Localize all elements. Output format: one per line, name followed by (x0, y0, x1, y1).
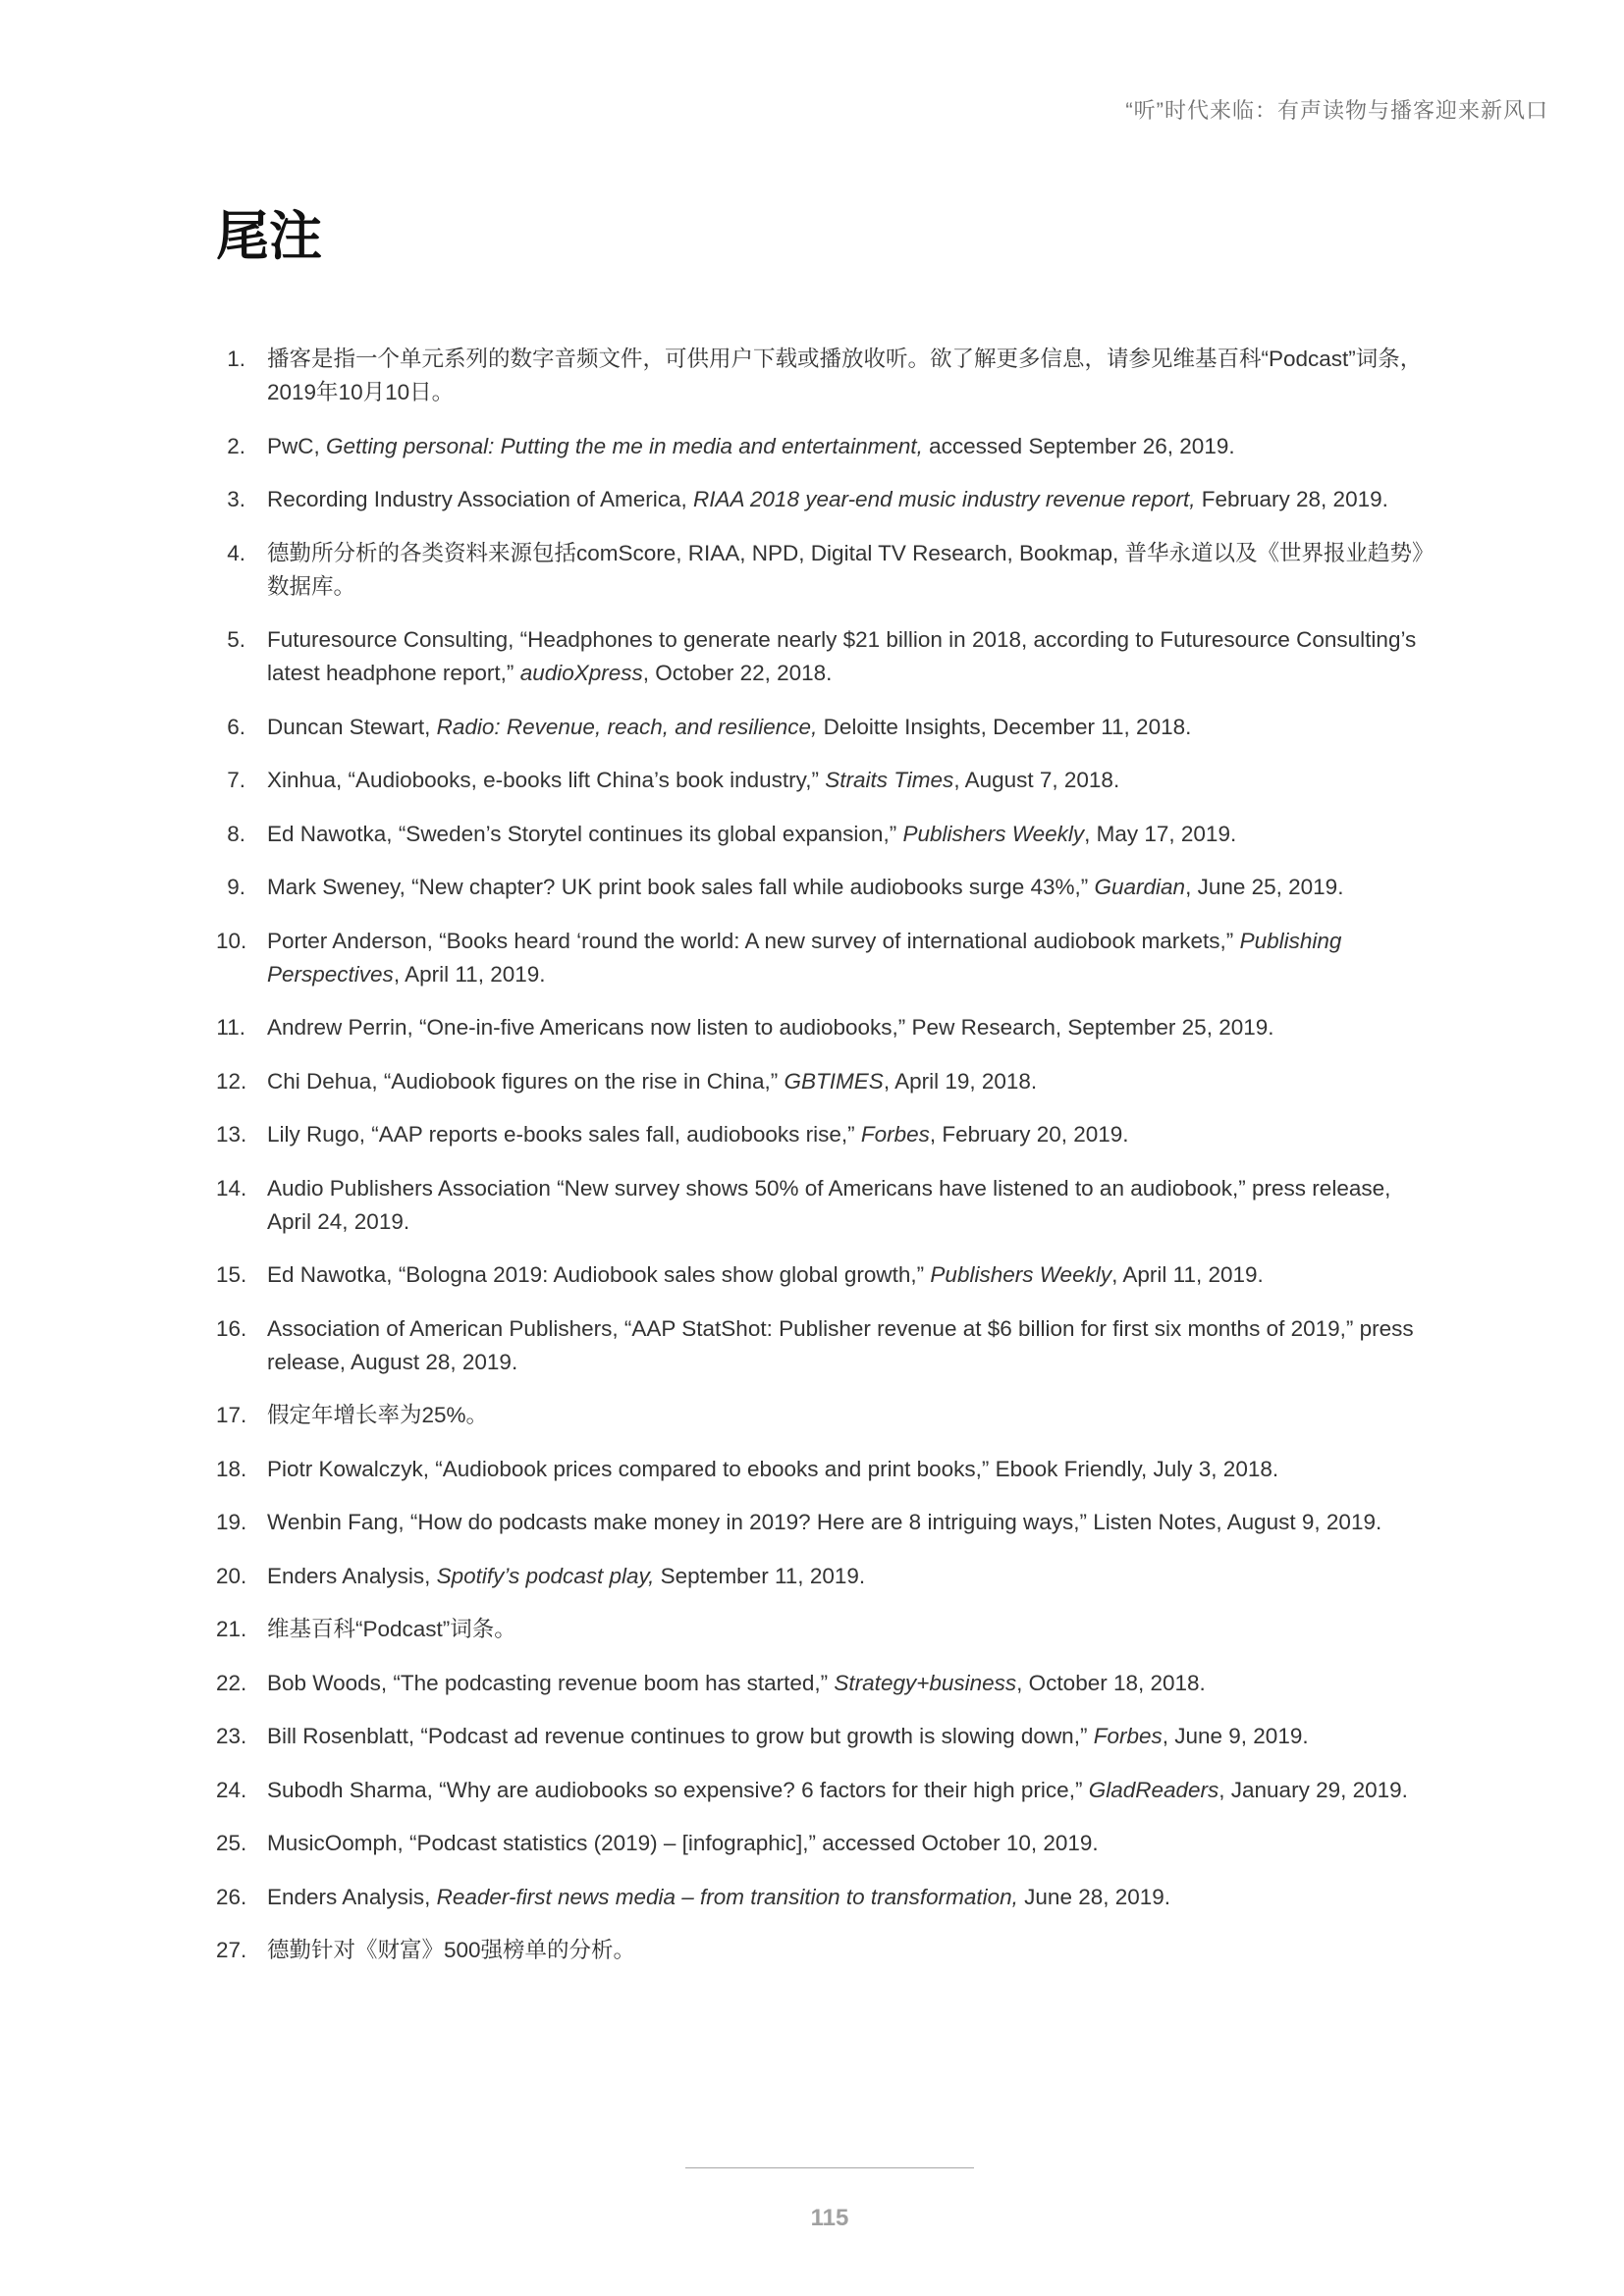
endnote-item (216, 925, 1434, 991)
endnote-text (267, 1457, 1278, 1481)
endnote-text-segment: , August 7, 2018. (953, 768, 1120, 792)
endnote-text-segment: , April 11, 2019. (1111, 1262, 1264, 1287)
endnote-text (267, 1262, 1264, 1287)
endnote-text-segment: , April 11, 2019. (393, 961, 546, 987)
endnote-text (267, 875, 1343, 899)
endnote-source-title: Guardian (1094, 875, 1186, 899)
endnote-item (216, 1453, 1434, 1486)
endnote-number: 1. (227, 347, 245, 371)
endnote-item (216, 1613, 1434, 1646)
endnote-item (216, 1774, 1434, 1807)
endnote-text-segment: Futuresource Consulting, “Headphones to generate nearly $21 billion in 2018, according to Futuresource Consulting’s latest headphone report,” (267, 627, 1417, 685)
endnote-number: 17. (216, 1403, 247, 1427)
endnote-text (267, 1885, 1170, 1909)
endnote-source-title: Reader-first news media – from transition to transformation, (436, 1884, 1018, 1909)
endnote-text-segment: 德勤所分析的各类资料来源包括comScore, RIAA, NPD, Digital TV Research, Bookmap, 普华永道以及《世界报业趋势》数据库。 (267, 540, 1424, 599)
endnote-item (216, 871, 1434, 904)
endnote-text-segment: Andrew Perrin, “One-in-five Americans now listen to audiobooks,” Pew Research, September 25, 2019. (267, 1015, 1274, 1040)
endnote-source-title: Publishing Perspectives (267, 928, 1342, 987)
endnote-text-segment: Ed Nawotka, “Bologna 2019: Audiobook sales show global growth,” (267, 1262, 931, 1287)
endnote-number: 27. (216, 1938, 247, 1962)
endnote-number: 19. (216, 1510, 247, 1534)
endnote-item (216, 1258, 1434, 1292)
endnote-source-title: Getting personal: Putting the me in media and entertainment, (326, 433, 923, 458)
endnote-number: 5. (227, 627, 245, 652)
endnote-source-title: GBTIMES (784, 1068, 884, 1094)
endnote-number: 13. (216, 1122, 247, 1147)
endnote-text (267, 1403, 488, 1427)
page-title: 尾注 (216, 207, 322, 266)
endnote-number: 22. (216, 1670, 247, 1695)
endnote-number: 10. (216, 928, 247, 953)
endnote-text-segment: Audio Publishers Association “New survey shows 50% of Americans have listened to an audiobook,” press release, April 24, 2019. (267, 1175, 1391, 1234)
endnote-text (267, 1316, 1414, 1374)
endnote-source-title: Spotify’s podcast play, (436, 1563, 655, 1588)
endnote-text-segment: Enders Analysis, (267, 1884, 437, 1909)
endnote-text (267, 1176, 1390, 1234)
endnote-text-segment: Wenbin Fang, “How do podcasts make money in 2019? Here are 8 intriguing ways,” Listen Notes, August 9, 2019. (267, 1510, 1382, 1534)
endnote-text-segment: , January 29, 2019. (1218, 1777, 1408, 1802)
endnote-text (267, 929, 1341, 987)
endnote-text (267, 434, 1235, 458)
endnote-text (267, 1564, 865, 1588)
endnote-number: 6. (227, 714, 245, 739)
endnote-item (216, 623, 1434, 690)
endnote-text (267, 1617, 516, 1641)
endnote-text-segment: , October 18, 2018. (1016, 1670, 1206, 1695)
endnote-source-title: audioXpress (519, 661, 643, 685)
endnote-text-segment: Deloitte Insights, December 11, 2018. (817, 714, 1192, 739)
endnote-text (267, 627, 1416, 685)
endnote-number: 20. (216, 1563, 247, 1588)
footer-divider (685, 2167, 974, 2168)
endnote-item (216, 1667, 1434, 1700)
endnote-text-segment: Chi Dehua, “Audiobook figures on the rise in China,” (267, 1068, 785, 1094)
endnote-number: 14. (216, 1175, 247, 1201)
endnote-text-segment: Bill Rosenblatt, “Podcast ad revenue continues to grow but growth is slowing down,” (267, 1724, 1094, 1748)
endnote-text (267, 1778, 1408, 1802)
endnote-source-title: Publishers Weekly (930, 1262, 1112, 1287)
endnote-number: 8. (227, 821, 245, 846)
endnote-source-title: Publishers Weekly (902, 821, 1085, 846)
endnote-text-segment: Mark Sweney, “New chapter? UK print book sales fall while audiobooks surge 43%,” (267, 875, 1095, 899)
endnote-item (216, 343, 1434, 409)
endnote-text (267, 487, 1388, 511)
endnote-number: 15. (216, 1262, 247, 1287)
endnote-text-segment: Piotr Kowalczyk, “Audiobook prices compared to ebooks and print books,” Ebook Friendly, July 3, 2018. (267, 1456, 1279, 1481)
endnote-number: 7. (227, 768, 245, 792)
endnote-text-segment: Ed Nawotka, “Sweden’s Storytel continues its global expansion,” (267, 821, 903, 846)
endnote-source-title: Strategy+business (834, 1670, 1017, 1695)
endnote-number: 2. (227, 433, 245, 458)
page-number: 115 (810, 2205, 849, 2231)
endnote-source-title: Forbes (860, 1122, 930, 1147)
endnote-source-title: Radio: Revenue, reach, and resilience, (436, 714, 818, 739)
endnote-text-segment: , April 19, 2018. (883, 1068, 1038, 1094)
endnote-text (267, 1671, 1206, 1695)
endnote-item (216, 711, 1434, 744)
endnote-text (267, 1510, 1381, 1534)
endnote-number: 12. (216, 1068, 247, 1094)
endnote-number: 18. (216, 1456, 247, 1481)
endnote-text-segment: , October 22, 2018. (642, 661, 833, 685)
endnote-text-segment: , May 17, 2019. (1084, 821, 1237, 846)
endnote-text (267, 541, 1423, 599)
endnote-number: 9. (227, 875, 245, 899)
endnote-number: 16. (216, 1315, 247, 1341)
endnote-text-segment: 德勤针对《财富》500强榜单的分析。 (267, 1938, 636, 1962)
endnote-text (267, 1015, 1274, 1040)
endnote-text (267, 1122, 1129, 1147)
endnote-item (216, 537, 1434, 604)
endnote-item (216, 1560, 1434, 1593)
endnote-text-segment: Recording Industry Association of America, (267, 487, 693, 511)
endnote-text (267, 1831, 1099, 1855)
endnotes-list (216, 343, 1434, 1988)
endnote-item (216, 1172, 1434, 1239)
endnote-item (216, 1312, 1434, 1379)
endnote-text-segment: MusicOomph, “Podcast statistics (2019) – [infographic],” accessed October 10, 2019. (267, 1831, 1099, 1855)
endnote-item (216, 1011, 1434, 1044)
endnote-item (216, 1065, 1434, 1098)
endnote-item (216, 483, 1434, 516)
endnote-text-segment: , February 20, 2019. (929, 1122, 1129, 1147)
endnote-number: 4. (227, 540, 245, 565)
endnote-text-segment: Duncan Stewart, (267, 714, 437, 739)
endnote-number: 24. (216, 1777, 247, 1802)
endnote-number: 11. (216, 1015, 245, 1040)
endnote-text-segment: 播客是指一个单元系列的数字音频文件，可供用户下载或播放收听。欲了解更多信息，请参见维基百科“Podcast”词条，2019年10月10日。 (267, 347, 1423, 404)
endnote-text (267, 347, 1422, 404)
endnote-item (216, 1506, 1434, 1539)
endnote-item (216, 1934, 1434, 1967)
running-header: “听”时代来临：有声读物与播客迎来新风口 (1125, 98, 1548, 123)
endnote-item (216, 764, 1434, 797)
endnote-item (216, 1881, 1434, 1914)
endnote-text-segment: , June 25, 2019. (1185, 875, 1344, 899)
endnote-text-segment: Lily Rugo, “AAP reports e-books sales fall, audiobooks rise,” (267, 1122, 861, 1147)
endnote-text (267, 1069, 1037, 1094)
endnote-text-segment: 维基百科“Podcast”词条。 (267, 1617, 516, 1641)
endnote-source-title: Straits Times (825, 768, 954, 792)
endnote-number: 26. (216, 1884, 247, 1909)
endnote-item (216, 1827, 1434, 1860)
endnote-text-segment: Association of American Publishers, “AAP StatShot: Publisher revenue at $6 billion for first six months of 2019,” press release, August 28, 2019. (267, 1315, 1414, 1374)
endnote-text (267, 822, 1236, 846)
endnote-number: 23. (216, 1724, 247, 1748)
endnote-text (267, 1724, 1309, 1748)
endnote-text-segment: Enders Analysis, (267, 1563, 437, 1588)
endnote-source-title: Forbes (1093, 1724, 1163, 1748)
endnote-text-segment: accessed September 26, 2019. (922, 433, 1235, 458)
endnote-text-segment: February 28, 2019. (1195, 487, 1388, 511)
endnote-text-segment: Porter Anderson, “Books heard ‘round the world: A new survey of international audiobook markets,” (267, 928, 1240, 953)
endnote-number: 25. (216, 1831, 247, 1855)
endnote-item (216, 1118, 1434, 1151)
endnote-text-segment: September 11, 2019. (654, 1563, 866, 1588)
endnote-text-segment: 假定年增长率为25%。 (267, 1403, 489, 1427)
endnote-text-segment: June 28, 2019. (1017, 1884, 1171, 1909)
endnote-text-segment: , June 9, 2019. (1162, 1724, 1309, 1748)
endnote-item (216, 818, 1434, 851)
endnote-number: 21. (216, 1617, 247, 1641)
endnote-source-title: GladReaders (1088, 1777, 1219, 1802)
endnote-text-segment: Bob Woods, “The podcasting revenue boom has started,” (267, 1670, 835, 1695)
endnote-text (267, 715, 1191, 739)
endnote-item (216, 1720, 1434, 1753)
endnote-item (216, 1399, 1434, 1432)
endnote-text (267, 1938, 635, 1962)
endnote-source-title: RIAA 2018 year-end music industry revenue report, (692, 487, 1196, 511)
endnote-text (267, 768, 1119, 792)
endnote-item (216, 430, 1434, 463)
endnote-text-segment: Xinhua, “Audiobooks, e-books lift China’s book industry,” (267, 768, 826, 792)
endnote-number: 3. (227, 487, 245, 511)
endnote-text-segment: Subodh Sharma, “Why are audiobooks so expensive? 6 factors for their high price,” (267, 1777, 1089, 1802)
endnote-text-segment: PwC, (267, 433, 327, 458)
